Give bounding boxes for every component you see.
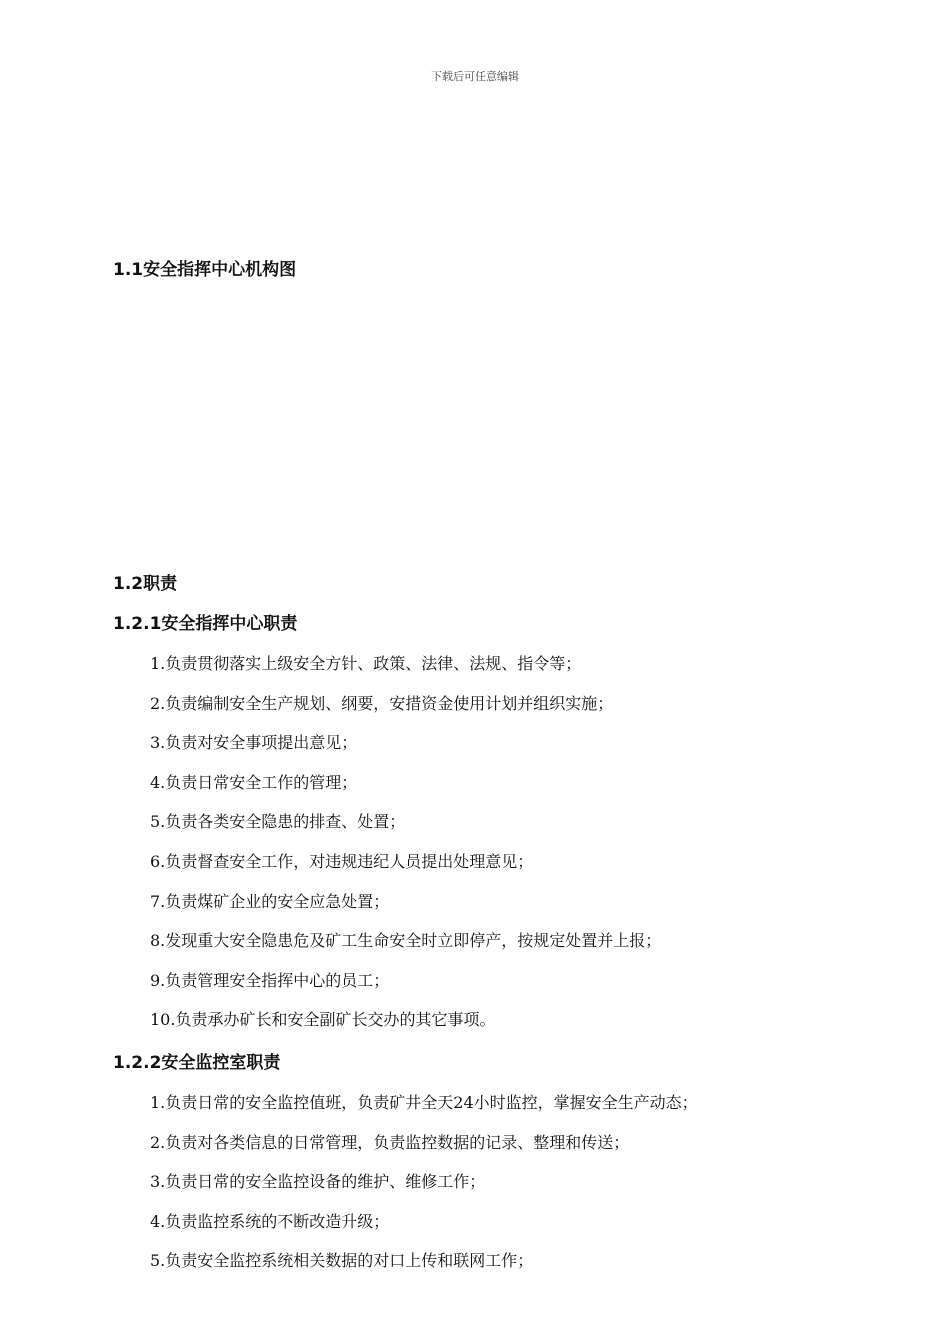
list-item: 5.负责安全监控系统相关数据的对口上传和联网工作； bbox=[150, 1251, 534, 1271]
list-item: 10.负责承办矿长和安全副矿长交办的其它事项。 bbox=[150, 1010, 496, 1030]
list-item: 5.负责各类安全隐患的排查、处置； bbox=[150, 812, 406, 832]
org-chart-placeholder bbox=[113, 300, 833, 550]
list-item: 8.发现重大安全隐患危及矿工生命安全时立即停产，按规定处置并上报； bbox=[150, 931, 662, 951]
page-header-note: 下载后可任意编辑 bbox=[431, 70, 519, 83]
command-center-duties-list bbox=[150, 654, 661, 1050]
section-1-2-1-heading: 1.2.1安全指挥中心职责 bbox=[113, 614, 298, 634]
list-item: 9.负责管理安全指挥中心的员工； bbox=[150, 970, 390, 990]
monitoring-room-duties-list bbox=[150, 1093, 698, 1291]
list-item: 1.负责贯彻落实上级安全方针、政策、法律、法规、指令等； bbox=[150, 654, 582, 673]
list-item: 4.负责日常安全工作的管理； bbox=[150, 772, 358, 792]
list-item: 2.负责对各类信息的日常管理，负责监控数据的记录、整理和传送； bbox=[150, 1132, 630, 1152]
list-item: 7.负责煤矿企业的安全应急处置； bbox=[150, 891, 390, 911]
list-item: 2.负责编制安全生产规划、纲要，安措资金使用计划并组织实施； bbox=[150, 693, 614, 713]
section-1-1-heading: 1.1安全指挥中心机构图 bbox=[113, 260, 297, 280]
list-item: 4.负责监控系统的不断改造升级； bbox=[150, 1211, 390, 1231]
section-1-2-heading: 1.2职责 bbox=[113, 574, 178, 594]
section-1-2-2-heading: 1.2.2安全监控室职责 bbox=[113, 1053, 281, 1073]
list-item: 3.负责对安全事项提出意见； bbox=[150, 733, 358, 753]
list-item: 1.负责日常的安全监控值班，负责矿井全天24小时监控，掌握安全生产动态； bbox=[150, 1093, 698, 1112]
list-item: 6.负责督查安全工作，对违规违纪人员提出处理意见； bbox=[150, 851, 534, 871]
list-item: 3.负责日常的安全监控设备的维护、维修工作； bbox=[150, 1172, 486, 1192]
